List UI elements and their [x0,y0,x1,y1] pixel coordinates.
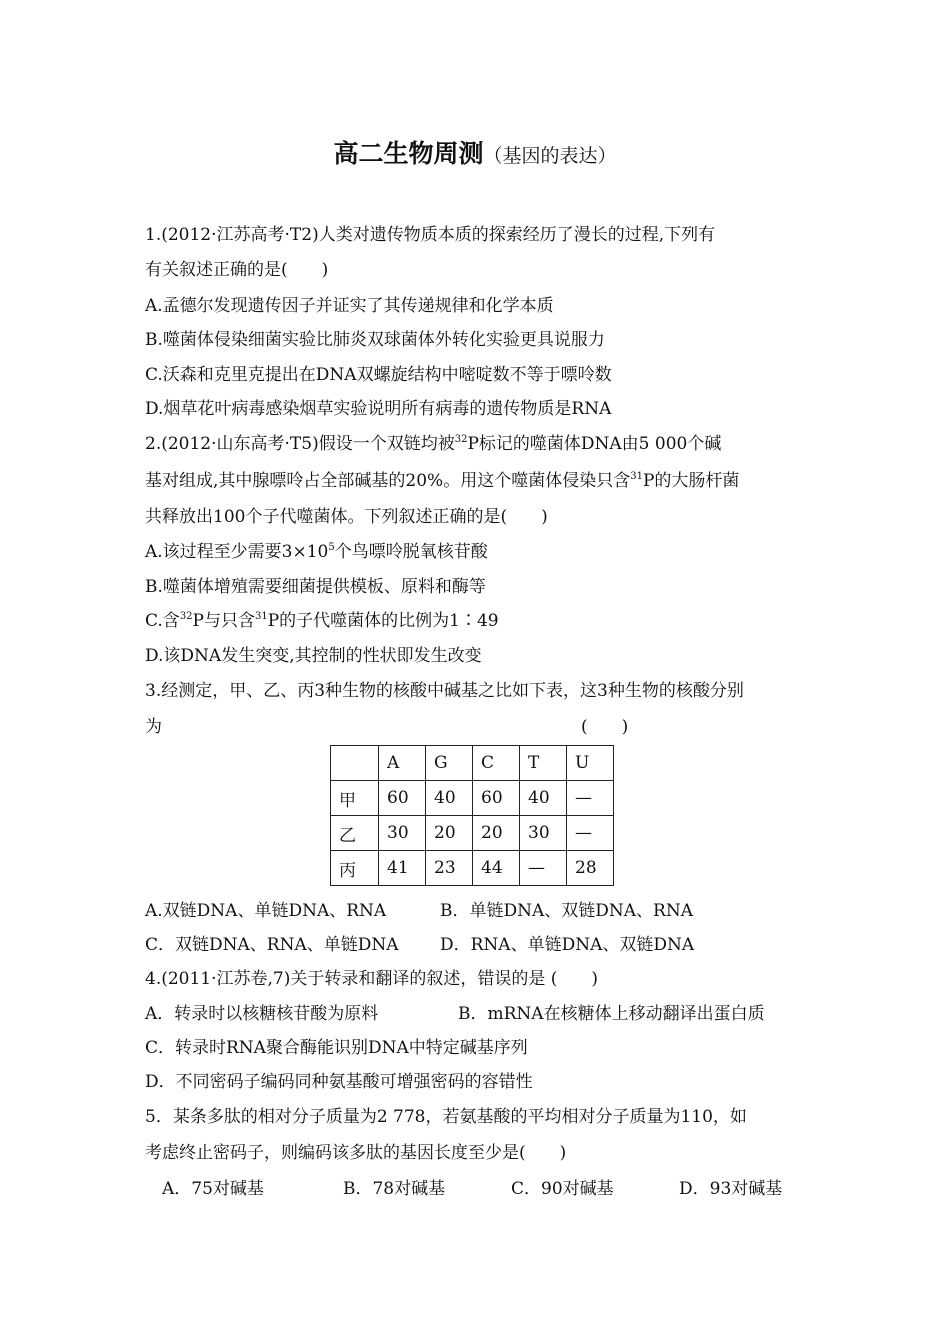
q3-option-c: C．双链DNA、RNA、单链DNA [145,935,399,955]
q3-answer-paren: ( ) [581,717,629,737]
table-cell: C [473,746,520,781]
table-cell: 40 [520,781,567,816]
q2-c-sup2: 31 [255,611,268,622]
q2-c-text-b: P与只含 [192,611,255,631]
table-cell: 乙 [331,816,379,851]
table-cell: A [379,746,426,781]
q5-stem-line2: 考虑终止密码子，则编码该多肽的基因长度至少是( ) [145,1143,567,1163]
table-cell: 60 [379,781,426,816]
table-cell: U [567,746,614,781]
table-cell: 甲 [331,781,379,816]
q2-line1-text-b: P标记的噬菌体DNA由5 000个碱 [467,434,722,454]
q4-option-b: B．mRNA在核糖体上移动翻译出蛋白质 [458,1004,765,1024]
table-cell: 23 [426,851,473,886]
table-cell: — [567,816,614,851]
table-header-row [331,746,614,781]
q2-c-sup1: 32 [179,611,193,622]
table-cell: 40 [426,781,473,816]
q2-a-text-a: A.该过程至少需要3×10 [145,542,329,562]
q3-stem-line1: 3.经测定，甲、乙、丙3种生物的核酸中碱基之比如下表，这3种生物的核酸分别 [145,681,744,701]
q2-c-text-c: P的子代噬菌体的比例为1∶49 [267,611,499,631]
q5-option-a: A．75对碱基 [162,1179,264,1199]
q1-stem-line2: 有关叙述正确的是( ) [145,260,329,280]
q5-stem-line1: 5．某条多肽的相对分子质量为2 778，若氨基酸的平均相对分子质量为110，如 [145,1107,747,1127]
table-cell: — [567,781,614,816]
q2-line1-sup: 32 [454,434,468,445]
q2-a-sup: 5 [328,542,335,553]
q2-stem-line3: 共释放出100个子代噬菌体。下列叙述正确的是( ) [145,507,548,527]
q2-option-c [145,610,499,632]
q2-line1-text-a: 2.(2012·山东高考·T5)假设一个双链均被 [145,434,455,454]
table-cell: G [426,746,473,781]
table-cell: — [520,851,567,886]
q3-option-a: A.双链DNA、单链DNA、RNA [145,901,387,921]
title-sub: （基因的表达） [483,145,617,167]
table-cell: 20 [473,816,520,851]
q2-option-a [145,541,488,563]
title-main: 高二生物周测 [333,139,484,168]
q2-stem-line1 [145,433,721,455]
table-cell: 30 [520,816,567,851]
q2-option-d: D.该DNA发生突变,其控制的性状即发生改变 [145,646,482,666]
table-cell: 41 [379,851,426,886]
page-title [0,134,950,170]
table-cell: 30 [379,816,426,851]
table-cell: 28 [567,851,614,886]
q1-option-c: C.沃森和克里克提出在DNA双螺旋结构中嘧啶数不等于嘌呤数 [145,365,612,385]
q4-option-c: C．转录时RNA聚合酶能识别DNA中特定碱基序列 [145,1038,528,1058]
q5-option-d: D．93对碱基 [679,1179,783,1199]
q1-stem-line1: 1.(2012·江苏高考·T2)人类对遗传物质本质的探索经历了漫长的过程,下列有 [145,225,716,245]
q4-stem-line1: 4.(2011·江苏卷,7)关于转录和翻译的叙述，错误的是 ( ) [145,969,599,989]
q4-option-a: A．转录时以核糖核苷酸为原料 [145,1004,379,1024]
table-row [331,781,614,816]
q2-a-text-b: 个鸟嘌呤脱氧核苷酸 [334,542,488,562]
base-ratio-table [330,745,614,886]
q2-option-b: B.噬菌体增殖需要细菌提供模板、原料和酶等 [145,577,486,597]
table-row [331,816,614,851]
table-cell: 20 [426,816,473,851]
q3-option-b: B．单链DNA、双链DNA、RNA [440,901,694,921]
q1-option-b: B.噬菌体侵染细菌实验比肺炎双球菌体外转化实验更具说服力 [145,330,605,350]
q3-stem-line2: 为 [145,717,162,737]
q2-line2-text-b: P的大肠杆菌 [642,471,740,491]
q2-stem-line2 [145,470,739,492]
q5-option-c: C．90对碱基 [511,1179,614,1199]
table-cell: T [520,746,567,781]
q5-option-b: B．78对碱基 [343,1179,446,1199]
q2-line2-sup: 31 [630,471,643,482]
q3-option-d: D．RNA、单链DNA、双链DNA [440,935,695,955]
q4-option-d: D．不同密码子编码同种氨基酸可增强密码的容错性 [145,1072,533,1092]
table-cell: 60 [473,781,520,816]
table-cell: 丙 [331,851,379,886]
q1-option-d: D.烟草花叶病毒感染烟草实验说明所有病毒的遗传物质是RNA [145,399,612,419]
table-cell: 44 [473,851,520,886]
q2-line2-text-a: 基对组成,其中腺嘌呤占全部碱基的20%。用这个噬菌体侵染只含 [145,471,631,491]
table-cell [331,746,379,781]
q1-option-a: A.孟德尔发现遗传因子并证实了其传递规律和化学本质 [145,296,554,316]
q2-c-text-a: C.含 [145,611,180,631]
table-row [331,851,614,886]
